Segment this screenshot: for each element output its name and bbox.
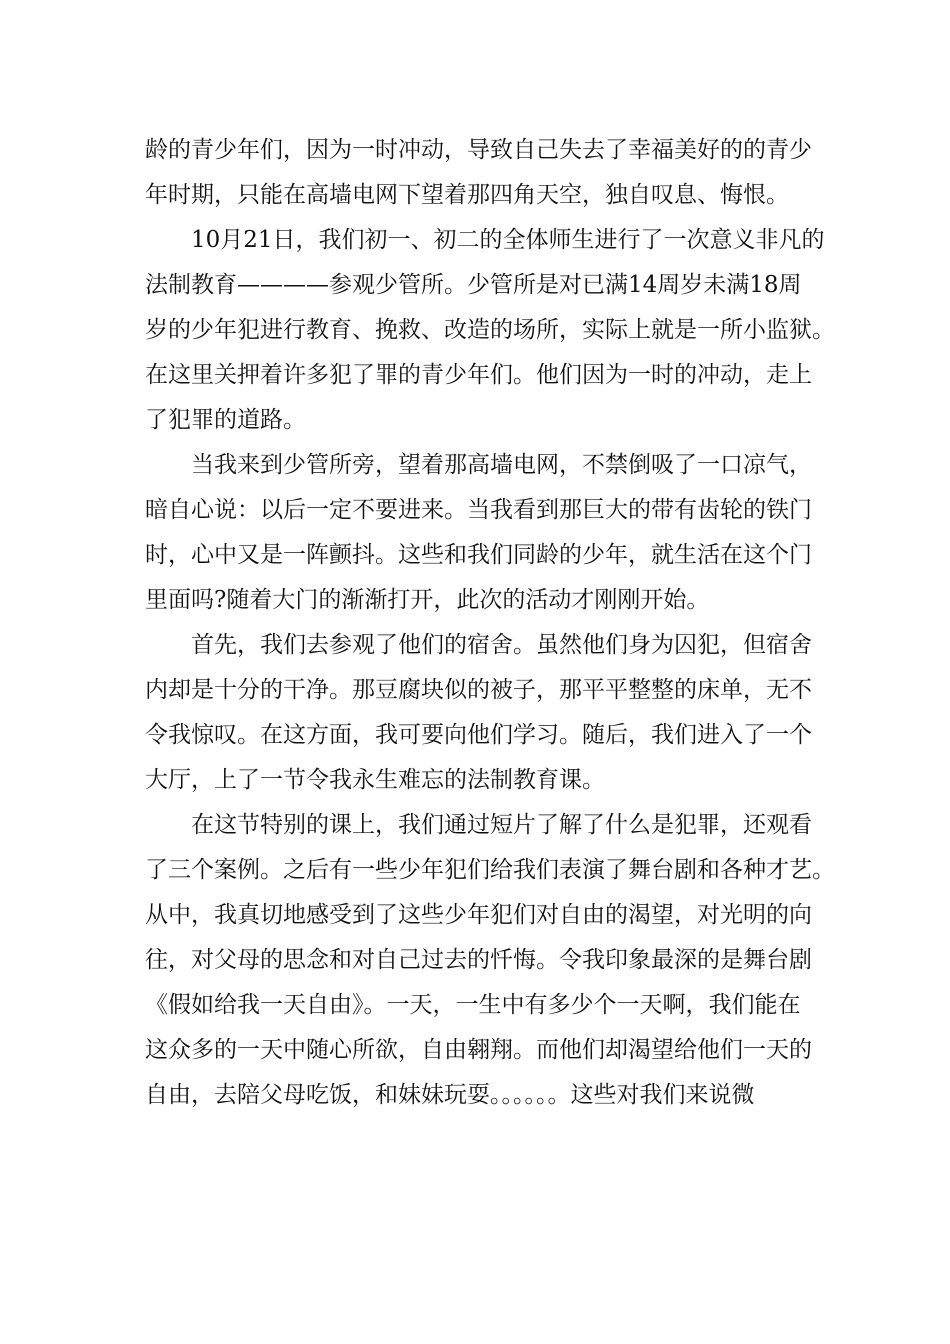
text-line: 了三个案例。之后有一些少年犯们给我们表演了舞台剧和各种才艺。 (145, 857, 835, 883)
text-line: 往，对父母的思念和对自己过去的忏悔。令我印象最深的是舞台剧 (145, 947, 812, 973)
document-body (145, 128, 835, 1118)
text-line: 法制教育————参观少管所。少管所是对已满14周岁未满18周 (145, 272, 802, 298)
text-line: 《假如给我一天自由》。一天，一生中有多少个一天啊，我们能在 (145, 992, 801, 1018)
paragraph-start-line: 10月21日，我们初一、初二的全体师生进行了一次意义非凡的 (191, 227, 825, 253)
text-line: 大厅，上了一节令我永生难忘的法制教育课。 (145, 767, 605, 793)
text-line: 在这里关押着许多犯了罪的青少年们。他们因为一时的冲动，走上 (145, 362, 812, 388)
paragraph-start-line: 首先，我们去参观了他们的宿舍。虽然他们身为囚犯，但宿舍 (191, 632, 812, 658)
text-line: 从中，我真切地感受到了这些少年犯们对自由的渴望，对光明的向 (145, 902, 812, 928)
text-line: 自由，去陪父母吃饭，和妹妹玩耍。。。。。。这些对我们来说微 (145, 1082, 755, 1108)
paragraph-start-line: 当我来到少管所旁，望着那高墙电网，不禁倒吸了一口凉气， (191, 452, 812, 478)
text-line: 内却是十分的干净。那豆腐块似的被子，那平平整整的床单，无不 (145, 677, 812, 703)
text-line: 年时期，只能在高墙电网下望着那四角天空，独自叹息、悔恨。 (145, 182, 789, 208)
text-line: 岁的少年犯进行教育、挽救、改造的场所，实际上就是一所小监狱。 (145, 317, 835, 343)
text-line: 里面吗?随着大门的渐渐打开，此次的活动才刚刚开始。 (145, 587, 710, 613)
text-line: 暗自心说：以后一定不要进来。当我看到那巨大的带有齿轮的铁门 (145, 497, 812, 523)
text-line: 令我惊叹。在这方面，我可要向他们学习。随后，我们进入了一个 (145, 722, 812, 748)
paragraph-start-line: 在这节特别的课上，我们通过短片了解了什么是犯罪，还观看 (191, 812, 812, 838)
text-line: 龄的青少年们，因为一时冲动，导致自己失去了幸福美好的的青少 (145, 137, 812, 163)
text-line: 这众多的一天中随心所欲，自由翱翔。而他们却渴望给他们一天的 (145, 1037, 812, 1063)
text-line: 了犯罪的道路。 (145, 407, 306, 433)
text-line: 时，心中又是一阵颤抖。这些和我们同龄的少年，就生活在这个门 (145, 542, 812, 568)
